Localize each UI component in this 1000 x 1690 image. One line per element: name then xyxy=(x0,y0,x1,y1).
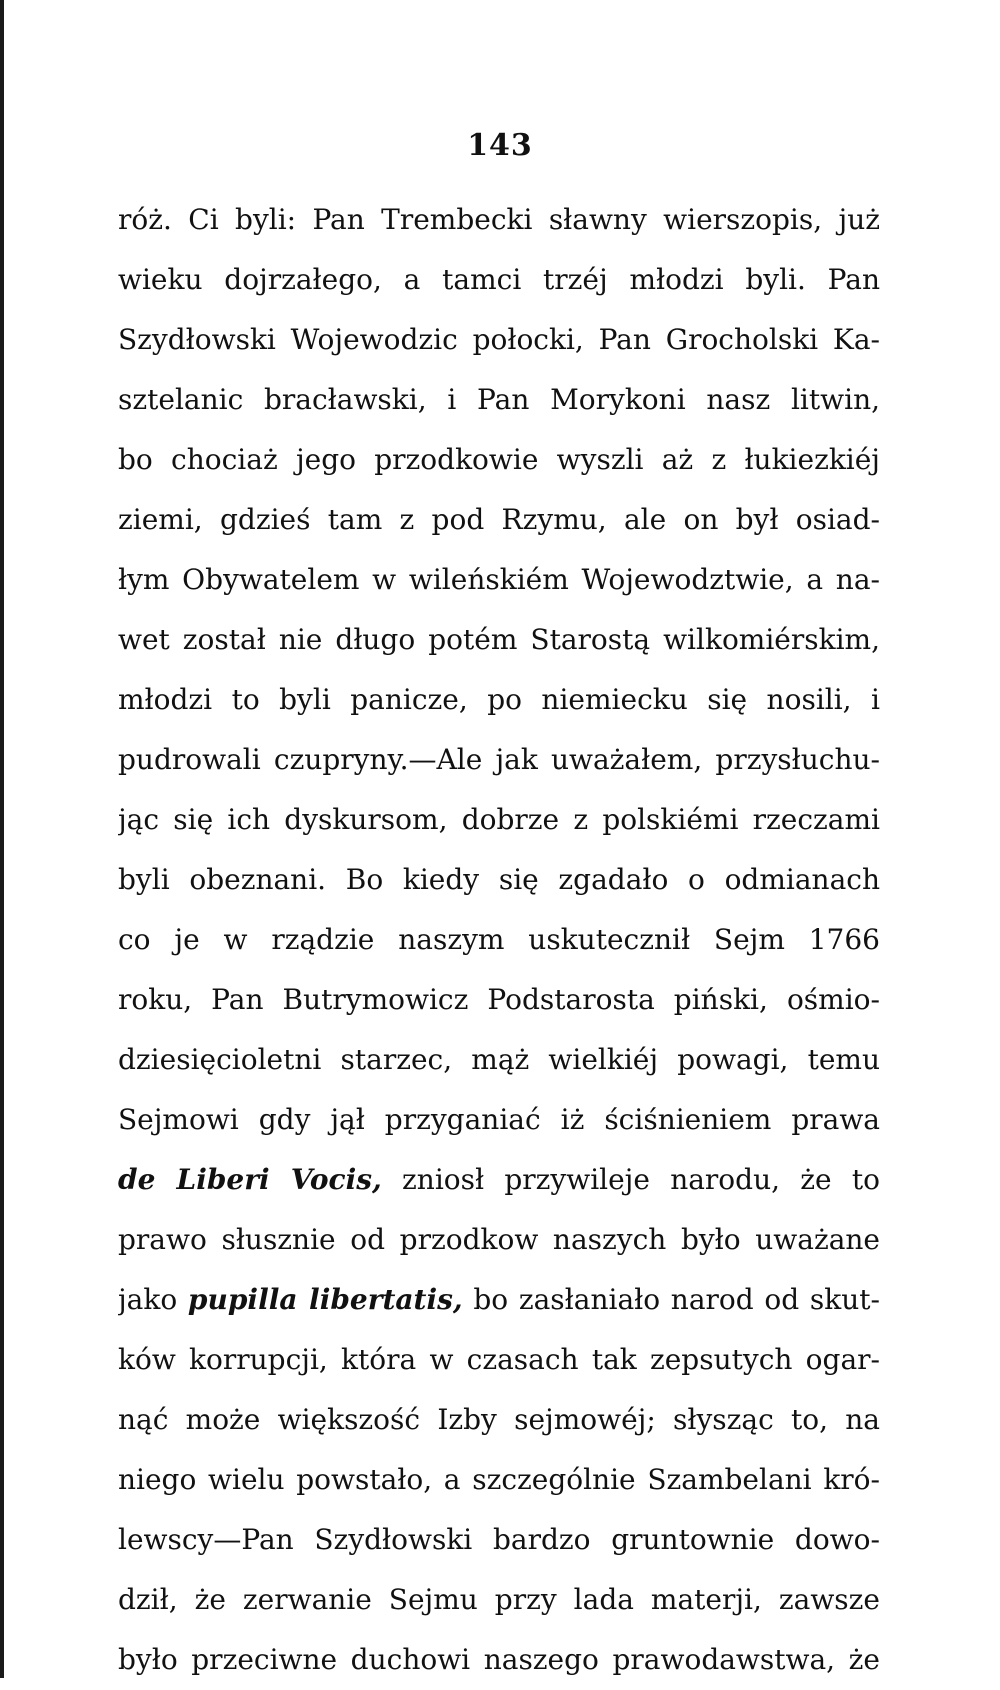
line-segment: łym Obywatelem w wileńskiém Wojewodztwie, a na- xyxy=(118,563,880,596)
text-line xyxy=(118,730,880,790)
text-line xyxy=(118,550,880,610)
text-line xyxy=(118,370,880,430)
text-line xyxy=(118,430,880,490)
line-segment: Sejmowi gdy jął przyganiać iż ściśnieniem prawa xyxy=(118,1103,880,1136)
text-line xyxy=(118,850,880,910)
line-segment: Szydłowski Wojewodzic połocki, Pan Grocholski Ka- xyxy=(118,323,880,356)
text-line xyxy=(118,1510,880,1570)
line-segment: bo zasłaniało narod od skut- xyxy=(462,1283,880,1316)
text-line xyxy=(118,1090,880,1150)
page-edge-line xyxy=(0,0,4,1678)
line-segment: nąć może większość Izby sejmowéj; słysząc to, na xyxy=(118,1403,880,1436)
line-segment: róż. Ci byli: Pan Trembecki sławny wierszopis, już xyxy=(118,203,880,236)
line-segment: jako xyxy=(118,1283,188,1316)
text-line xyxy=(118,790,880,850)
text-line xyxy=(118,1150,880,1210)
line-segment: dził, że zerwanie Sejmu przy lada materji, zawsze xyxy=(118,1583,880,1616)
text-line xyxy=(118,1630,880,1690)
text-line xyxy=(118,1450,880,1510)
line-segment: niego wielu powstało, a szczególnie Szambelani kró- xyxy=(118,1463,880,1496)
text-line xyxy=(118,1570,880,1630)
italic-phrase: pupilla libertatis, xyxy=(187,1283,463,1316)
line-segment: prawo słusznie od przodkow naszych było uważane xyxy=(118,1223,880,1256)
text-line xyxy=(118,970,880,1030)
body-text xyxy=(118,190,880,1690)
line-segment: dziesięcioletni starzec, mąż wielkiéj powagi, temu xyxy=(118,1043,880,1076)
text-line xyxy=(118,310,880,370)
line-segment: bo chociaż jego przodkowie wyszli aż z łukiezkiéj xyxy=(118,443,880,476)
line-segment: ków korrupcji, która w czasach tak zepsutych ogar- xyxy=(118,1343,880,1376)
line-segment: wet został nie długo potém Starostą wilkomiérskim, xyxy=(118,623,880,656)
text-line xyxy=(118,1270,880,1330)
text-line xyxy=(118,1030,880,1090)
line-segment: zniosł przywileje narodu, że to xyxy=(381,1163,880,1196)
line-segment: pudrowali czupryny.—Ale jak uważałem, przysłuchu- xyxy=(118,743,880,776)
line-segment: lewscy—Pan Szydłowski bardzo gruntownie dowo- xyxy=(118,1523,880,1556)
line-segment: sztelanic bracławski, i Pan Morykoni nasz litwin, xyxy=(118,383,880,416)
line-segment: roku, Pan Butrymowicz Podstarosta piński, ośmio- xyxy=(118,983,880,1016)
line-segment: byli obeznani. Bo kiedy się zgadało o odmianach xyxy=(118,863,880,896)
line-segment: było przeciwne duchowi naszego prawodawstwa, że xyxy=(118,1643,880,1676)
text-line xyxy=(118,1210,880,1270)
text-line xyxy=(118,250,880,310)
page-number: 143 xyxy=(467,128,533,163)
text-line xyxy=(118,1390,880,1450)
text-line xyxy=(118,670,880,730)
text-line xyxy=(118,1330,880,1390)
line-segment: młodzi to byli panicze, po niemiecku się nosili, i xyxy=(118,683,880,716)
text-line xyxy=(118,910,880,970)
text-line xyxy=(118,490,880,550)
line-segment: wieku dojrzałego, a tamci trzéj młodzi byli. Pan xyxy=(118,263,880,296)
text-line xyxy=(118,610,880,670)
line-segment: jąc się ich dyskursom, dobrze z polskiémi rzeczami xyxy=(118,803,880,836)
line-segment: co je w rządzie naszym uskutecznił Sejm 1766 xyxy=(118,923,880,956)
italic-phrase: de Liberi Vocis, xyxy=(118,1163,382,1196)
line-segment: ziemi, gdzieś tam z pod Rzymu, ale on był osiad- xyxy=(118,503,880,536)
text-line xyxy=(118,190,880,250)
